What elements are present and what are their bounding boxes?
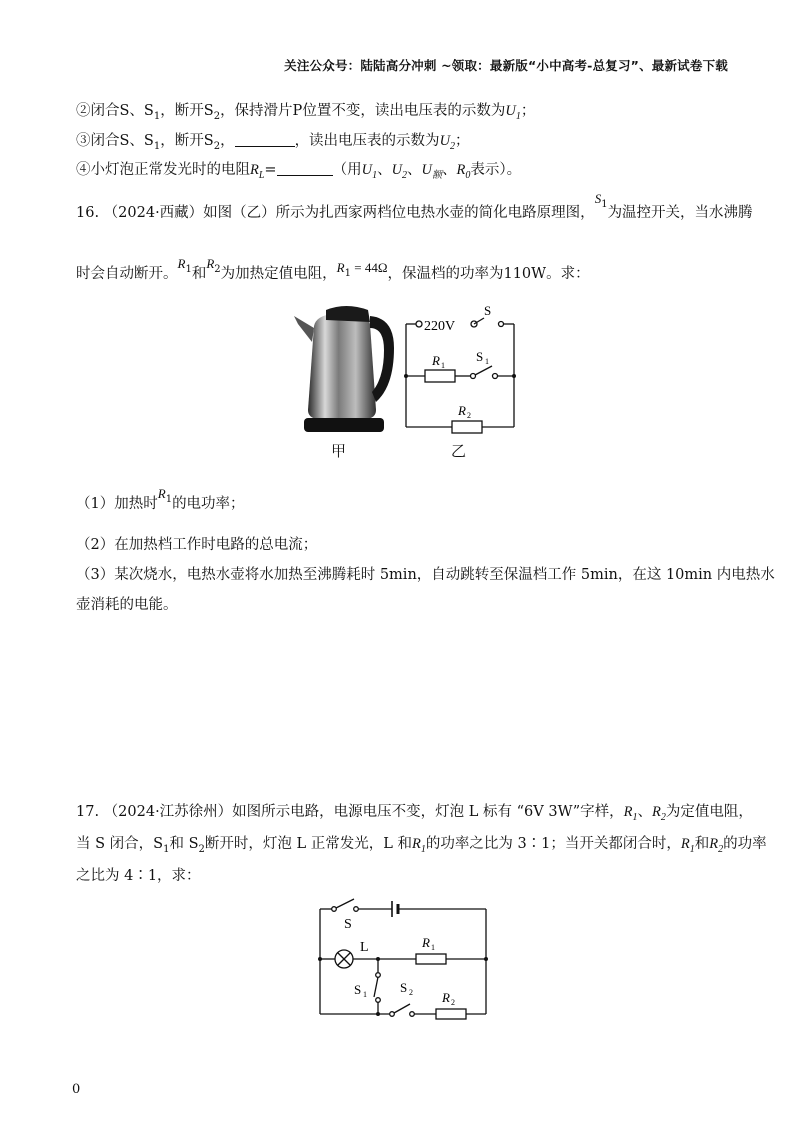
step-4-line: ④小灯泡正常发光时的电阻$R_L=$ （用$U_1$、$U_2$、$U_额$、$R_0$表示）。 [76, 162, 522, 181]
r1-label: R [422, 935, 430, 950]
q16-sub-3-line-2: 壶消耗的电能。 [76, 597, 178, 613]
page-number: 0 [72, 1082, 81, 1097]
step-2-line: ②闭合S、$S_1$，断开$S_2$，保持滑片P位置不变，读出电压表的示数为$U_1$； [76, 103, 536, 122]
q16-sub-1: （1）加热时$R_1$的电功率； [76, 486, 245, 512]
answer-blank [235, 132, 295, 147]
switch-s-label: S [344, 917, 352, 932]
svg-text:1: 1 [441, 361, 445, 370]
q17-line-3: 之比为 4∶1，求： [76, 868, 201, 884]
svg-text:1: 1 [363, 990, 367, 999]
answer-blank [277, 161, 333, 176]
switch-s-label: S [484, 303, 492, 318]
voltage-label: 220V [424, 319, 456, 334]
q16-sub-2: （2）在加热档工作时电路的总电流； [76, 537, 318, 553]
svg-text:2: 2 [409, 988, 413, 997]
electric-kettle-image [286, 298, 406, 438]
r2-label: R [442, 990, 450, 1005]
svg-text:1: 1 [431, 943, 435, 952]
lamp-l-label: L [360, 940, 369, 955]
step-3-line: ③闭合S、$S_1$，断开$S_2$， ，读出电压表的示数为$U_2$； [76, 133, 470, 152]
q16-sub-3-line-1: （3）某次烧水，电热水壶将水加热至沸腾耗时 5min，自动跳转至保温档工作 5min，在这 10min 内电热水 [76, 567, 775, 583]
switch-s1-label: S [354, 982, 362, 997]
svg-text:2: 2 [467, 411, 471, 420]
page-header: 关注公众号：陆陆高分冲刺 ~领取：最新版“小中高考-总复习”、最新试卷下载 [284, 58, 728, 73]
q17-line-2: 当 S 闭合，$S_1$和 $S_2$断开时，灯泡 L 正常发光，L 和$R_1$的功率之比为 3∶1；当开关都闭合时，$R_1$和$R_2$的功率 [76, 836, 767, 855]
figure-label-yi: 乙 [451, 442, 467, 460]
r2-label: R [458, 403, 466, 418]
switch-s1-label: S [476, 349, 484, 364]
q16-line-1: 16. （2024·西藏）如图（乙）所示为扎西家两档位电热水壶的简化电路原理图，$S_1$为温控开关，当水沸腾 [76, 191, 753, 221]
circuit-diagram-q17 [312, 893, 494, 1023]
svg-text:1: 1 [485, 357, 489, 366]
figure-label-jia: 甲 [331, 442, 347, 460]
circuit-diagram-yi [398, 302, 523, 434]
svg-text:2: 2 [451, 998, 455, 1007]
q16-line-2: 时会自动断开。$R_1$和$R_2$为加热定值电阻，$R_1 = 44\Omega$，保温档的功率为110W。求： [76, 256, 590, 282]
switch-s2-label: S [400, 980, 408, 995]
q17-line-1: 17. （2024·江苏徐州）如图所示电路，电源电压不变，灯泡 L 标有 “6V 3W”字样，$R_1$、$R_2$为定值电阻， [76, 804, 753, 823]
r1-label: R [432, 353, 440, 368]
